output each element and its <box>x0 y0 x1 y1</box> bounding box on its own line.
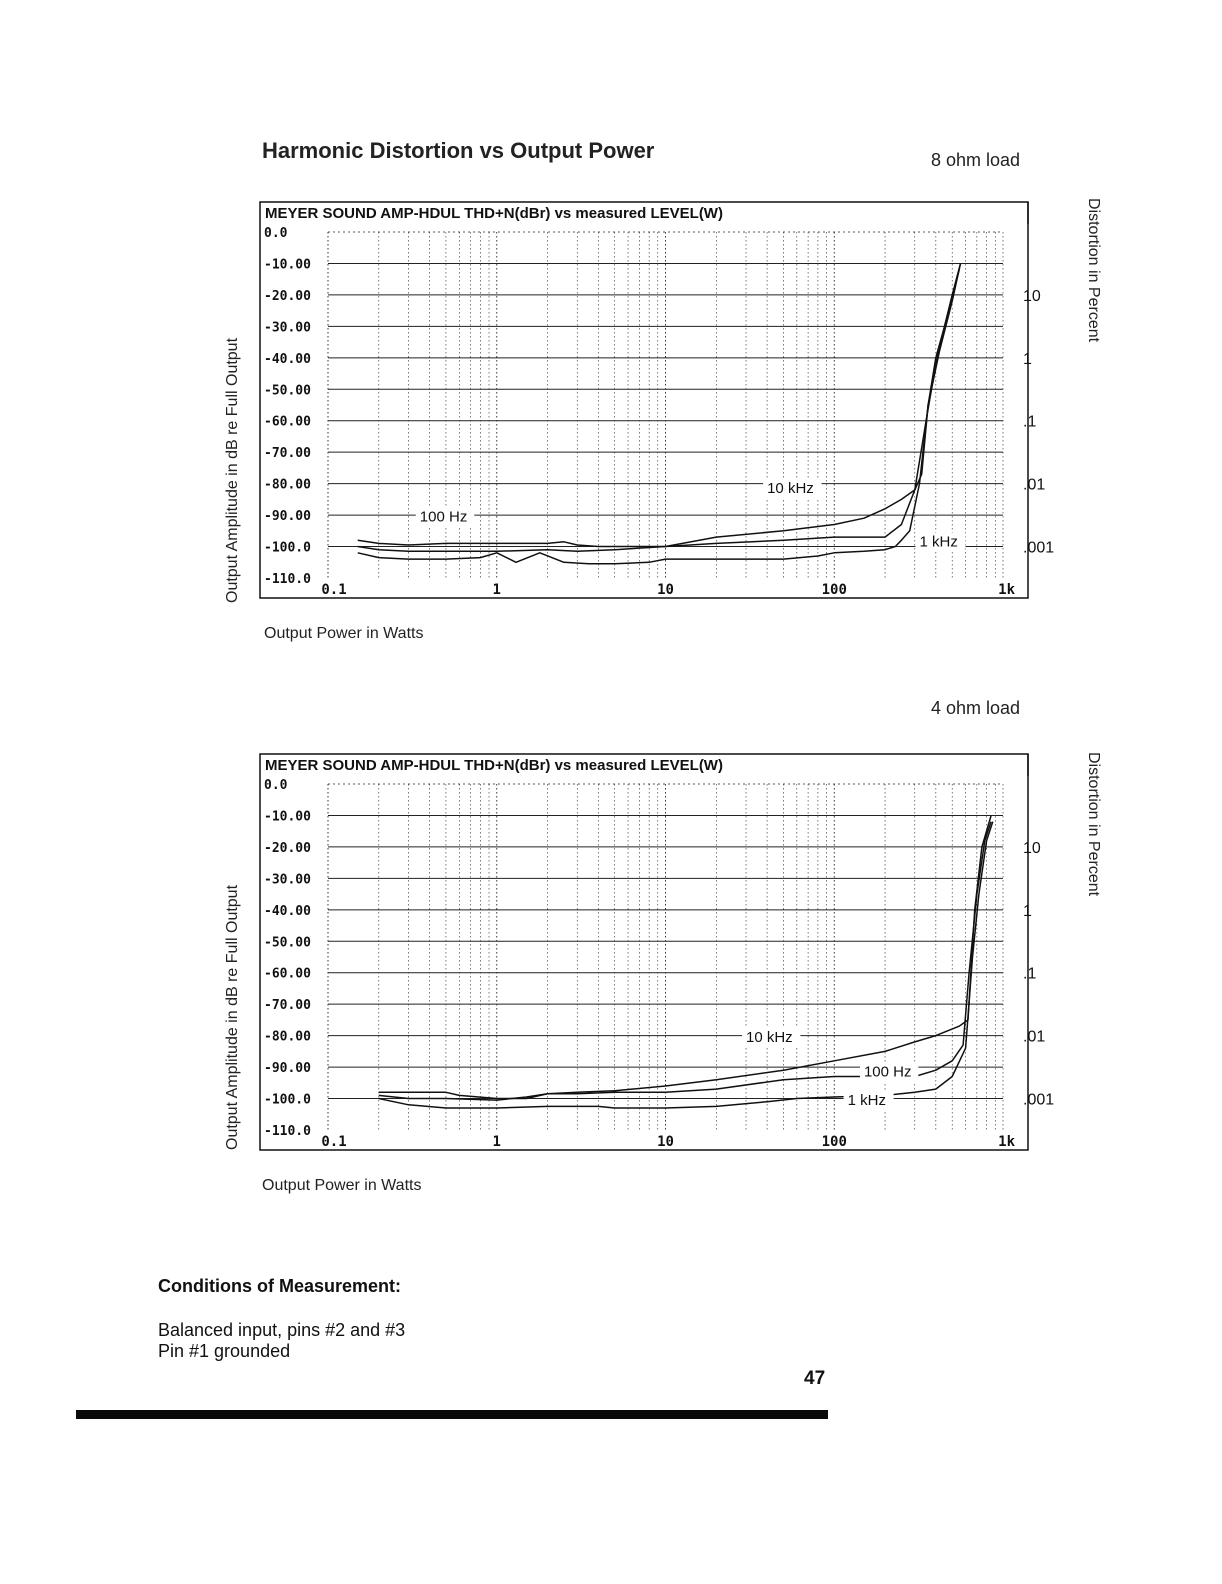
series-label: 1 kHz <box>847 1091 886 1109</box>
y-axis-label-left: Output Amplitude in dB re Full Output <box>224 337 241 603</box>
y-axis-label-right: Distortion in Percent <box>1085 198 1102 343</box>
conditions-line: Pin #1 grounded <box>158 1341 291 1361</box>
x-tick-label: 100 <box>821 582 847 598</box>
series-label: 10 kHz <box>767 480 814 498</box>
series-label: 10 kHz <box>746 1028 793 1046</box>
conditions-heading: Conditions of Measurement: <box>158 1276 402 1296</box>
y-tick-label: -10.00 <box>264 809 311 825</box>
y-tick-label: -100.0 <box>264 540 311 556</box>
y-tick-label: -30.00 <box>264 872 311 888</box>
right-tick-label: .001 <box>1023 539 1055 557</box>
y-axis-label-left: Output Amplitude in dB re Full Output <box>224 884 241 1150</box>
right-tick-label: .1 <box>1023 413 1037 431</box>
page-title: Harmonic Distortion vs Output Power <box>262 138 655 163</box>
y-tick-label: -20.00 <box>264 840 311 856</box>
x-tick-label: 1k <box>998 1134 1015 1150</box>
x-tick-label: 10 <box>657 1134 674 1150</box>
load-label-4-ohm: 4 ohm load <box>931 698 1021 718</box>
right-tick-label: 1 <box>1023 902 1032 920</box>
x-tick-label: 1 <box>492 582 501 598</box>
x-tick-label: 1k <box>998 582 1015 598</box>
x-tick-label: 0.1 <box>321 1134 347 1150</box>
y-tick-label: -70.00 <box>264 446 311 462</box>
page-number: 47 <box>804 1368 826 1389</box>
right-tick-label: .1 <box>1023 965 1037 983</box>
series-label: 1 kHz <box>919 533 958 551</box>
chart-8-ohm <box>258 200 1055 600</box>
x-axis-label: Output Power in Watts <box>264 625 424 642</box>
y-tick-label: -20.00 <box>264 288 311 304</box>
y-tick-label: 0.0 <box>264 778 288 793</box>
y-tick-label: -90.00 <box>264 1061 311 1077</box>
x-axis-label: Output Power in Watts <box>262 1177 422 1194</box>
conditions-line: Balanced input, pins #2 and #3 <box>158 1320 406 1340</box>
y-tick-label: -70.00 <box>264 998 311 1014</box>
y-tick-label: -80.00 <box>264 1029 311 1045</box>
y-tick-label: -60.00 <box>264 414 311 430</box>
y-tick-label: -100.0 <box>264 1092 311 1108</box>
x-tick-label: 1 <box>492 1134 501 1150</box>
right-tick-label: .001 <box>1023 1091 1055 1109</box>
y-tick-label: -110.0 <box>264 1124 311 1139</box>
right-tick-label: .01 <box>1023 476 1046 494</box>
y-tick-label: -10.00 <box>264 257 311 273</box>
y-tick-label: -50.00 <box>264 935 311 951</box>
chart-title: MEYER SOUND AMP-HDUL THD+N(dBr) vs measured LEVEL(W) <box>265 205 723 222</box>
right-tick-label: .01 <box>1023 1028 1046 1046</box>
right-tick-label: 1 <box>1023 350 1032 368</box>
y-tick-label: -110.0 <box>264 572 311 587</box>
footer-rule <box>76 1410 828 1419</box>
y-tick-label: -40.00 <box>264 903 311 919</box>
right-tick-label: 10 <box>1023 287 1041 305</box>
chart-frame <box>260 202 1028 598</box>
y-tick-label: -80.00 <box>264 477 311 493</box>
x-tick-label: 0.1 <box>321 582 347 598</box>
y-tick-label: -50.00 <box>264 383 311 399</box>
right-tick-label: 10 <box>1023 839 1041 857</box>
y-tick-label: -90.00 <box>264 509 311 525</box>
y-tick-label: -30.00 <box>264 320 311 336</box>
y-tick-label: -60.00 <box>264 966 311 982</box>
chart-title: MEYER SOUND AMP-HDUL THD+N(dBr) vs measured LEVEL(W) <box>265 757 723 774</box>
x-tick-label: 10 <box>657 582 674 598</box>
series-label: 100 Hz <box>863 1063 912 1081</box>
y-axis-label-right: Distortion in Percent <box>1085 752 1102 897</box>
y-tick-label: -40.00 <box>264 351 311 367</box>
load-label-8-ohm: 8 ohm load <box>931 150 1021 170</box>
series-label: 100 Hz <box>419 508 468 526</box>
chart-frame <box>260 754 1028 1150</box>
y-tick-label: 0.0 <box>264 226 288 241</box>
chart-4-ohm <box>258 752 1055 1152</box>
x-tick-label: 100 <box>821 1134 847 1150</box>
series-line-100-hz <box>358 270 960 547</box>
